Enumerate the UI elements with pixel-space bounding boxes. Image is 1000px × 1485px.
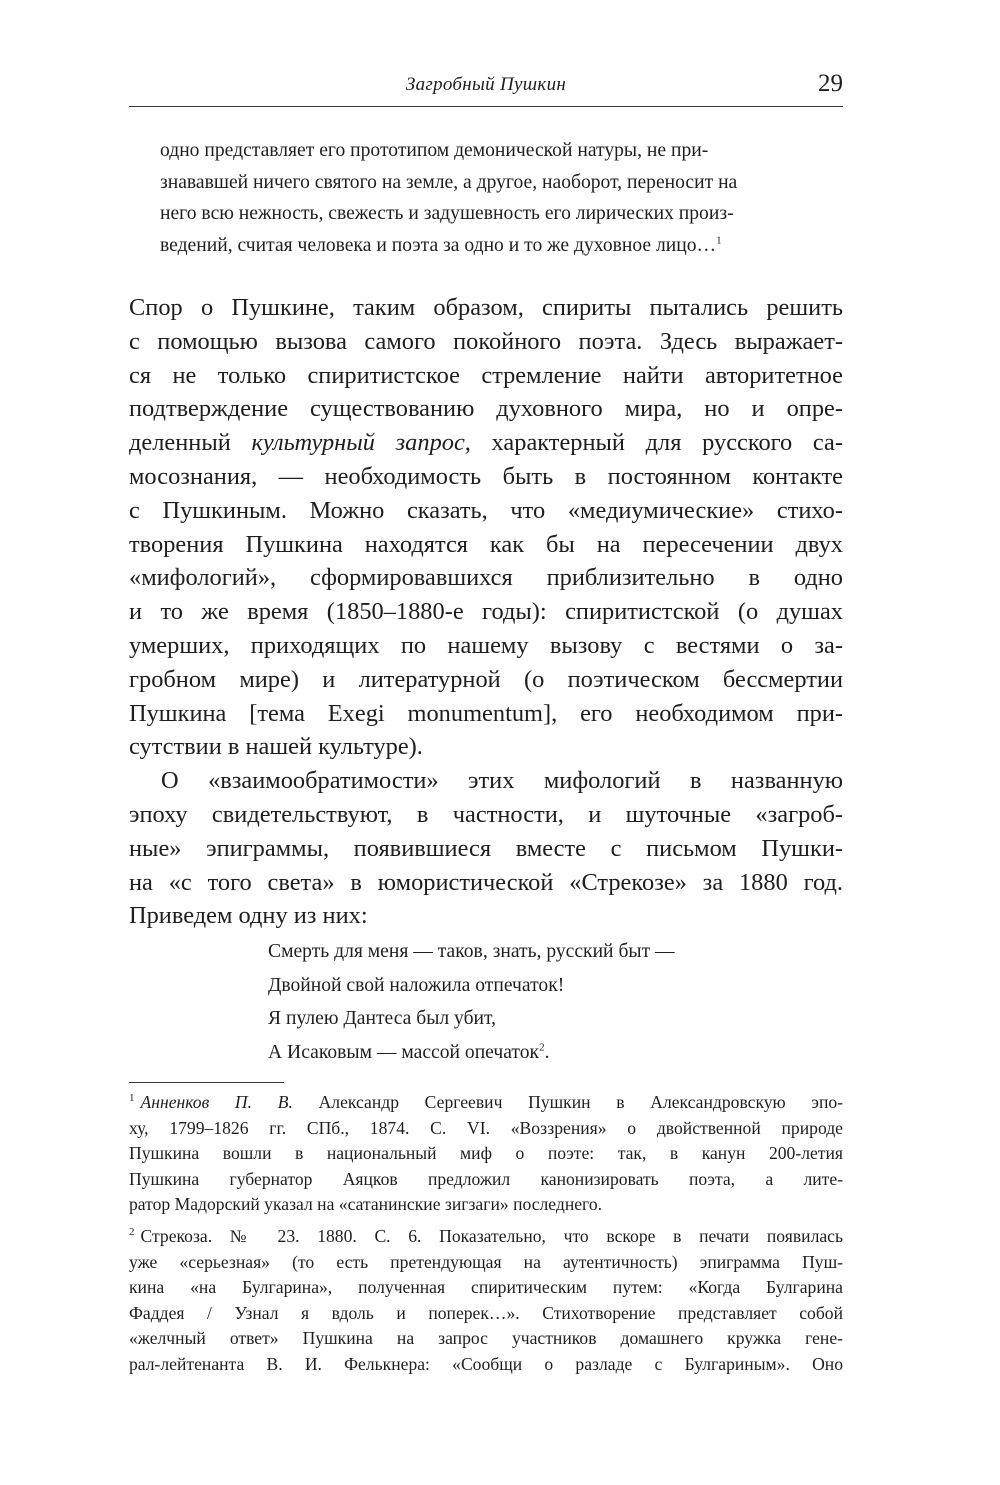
- running-title: Загробный Пушкин: [405, 74, 567, 95]
- poem-line: А Исаковым — массой опечаток$^2$.: [268, 1041, 550, 1063]
- text-line: гробном мире) и литературной (о поэтическом бессмертии: [129, 665, 843, 693]
- text-line: Приведем одну из них:: [129, 902, 368, 930]
- footnote-1-line: Пушкина губернатор Аяцков предложил канонизировать поэта, а лите-: [129, 1168, 843, 1189]
- block-quote: [160, 135, 843, 262]
- text-line: творения Пушкина находятся как бы на пересечении двух: [129, 530, 843, 558]
- footnote-2-line: рал-лейтенанта В. И. Фелькнера: «Сообщи о разладе с Булгариным». Оно: [129, 1353, 843, 1374]
- footnote-1-line: ратор Мадорский указал на «сатанинские зигзаги» последнего.: [129, 1194, 603, 1215]
- footnote-number: 1: [129, 1092, 135, 1105]
- footnotes: [129, 1090, 843, 1378]
- text-line: Спор о Пушкине, таким образом, спириты пытались решить: [129, 294, 843, 321]
- quote-line: ведений, считая человека и поэта за одно и то же духовное лицо…$^1$: [160, 234, 722, 257]
- text-line: ные» эпиграммы, появившиеся вместе с письмом Пушки-: [129, 834, 843, 862]
- footnote-1-line: $^1$ Анненков П. В. Александр Сергеевич Пушкин в Александровскую эпо-: [129, 1092, 844, 1112]
- footnote-1-line: ху, 1799–1826 гг. СПб., 1874. С. VI. «Воззрения» о двойственной природе: [129, 1117, 843, 1138]
- text-line: сутствии в нашей культуре).: [129, 733, 423, 761]
- text-line: Пушкина [тема Exegi monumentum], его необходимом при-: [129, 699, 843, 727]
- poem-line: Я пулею Дантеса был убит,: [268, 1008, 497, 1030]
- text-line: деленный культурный запрос, характерный для русского са-: [129, 429, 843, 457]
- footnote-2-line: «желчный ответ» Пушкина на запрос участников домашнего кружка гене-: [129, 1328, 843, 1349]
- quote-line: знававшей ничего святого на земле, а другое, наоборот, переносит на: [160, 171, 738, 193]
- text-line: подтверждение существованию духовного мира, но и опре-: [129, 395, 843, 423]
- quote-line: него всю нежность, свежесть и задушевность его лирических произ-: [160, 203, 734, 225]
- footnote-2-line: Фаддея / Узнал я вдоль и поперек…». Стихотворение представляет собой: [129, 1302, 843, 1323]
- page-number: 29: [818, 70, 843, 97]
- footnote-ref-2[interactable]: 2: [539, 1041, 545, 1054]
- quote-line: одно представляет его прототипом демонической натуры, не при-: [160, 140, 709, 161]
- footnote-author: Анненков П. В.: [140, 1092, 293, 1112]
- running-header: [129, 70, 843, 107]
- text-line: «мифологий», сформировавшихся приблизительно в одно: [129, 564, 843, 592]
- epigram-poem: [268, 935, 675, 1069]
- text-line: О «взаимообратимости» этих мифологий в названную: [161, 767, 843, 795]
- text-line: умерших, приходящих по нашему вызову с вестями о за-: [129, 631, 843, 659]
- main-text: [129, 291, 843, 933]
- text-line: на «с того света» в юмористической «Стрекозе» за 1880 год.: [129, 868, 843, 896]
- footnote-2-line: $^2$ Стрекоза. № 23. 1880. С. 6. Показательно, что вскоре в печати появилась: [129, 1225, 843, 1246]
- footnote-ref-1[interactable]: 1: [716, 234, 722, 247]
- footnote-2-line: кина «на Булгарина», полученная спиритическим путем: «Когда Булгарина: [129, 1277, 843, 1298]
- footnote-divider: [129, 1082, 284, 1083]
- text-line: с помощью вызова самого покойного поэта. Здесь выражает-: [129, 327, 843, 355]
- text-line: мосознания, — необходимость быть в постоянном контакте: [129, 462, 843, 490]
- text-line: ся не только спиритистское стремление найти авторитетное: [129, 361, 843, 389]
- emphasis: культурный запрос: [251, 429, 465, 457]
- footnote-1-line: Пушкина вошли в национальный миф о поэте: так, в канун 200-летия: [129, 1143, 843, 1164]
- footnote-number: 2: [129, 1226, 135, 1239]
- poem-line: Смерть для меня — таков, знать, русский быт —: [268, 941, 675, 962]
- text-line: с Пушкиным. Можно сказать, что «медиумические» стихо-: [129, 496, 843, 524]
- footnote-2-line: уже «серьезная» (то есть претендующая на аутентичность) эпиграмма Пуш-: [129, 1251, 843, 1272]
- text-line: и то же время (1850–1880-е годы): спиритистской (о душах: [129, 598, 843, 626]
- poem-line: Двойной свой наложила отпечаток!: [268, 974, 565, 996]
- text-line: эпоху свидетельствуют, в частности, и шуточные «загроб-: [129, 800, 843, 828]
